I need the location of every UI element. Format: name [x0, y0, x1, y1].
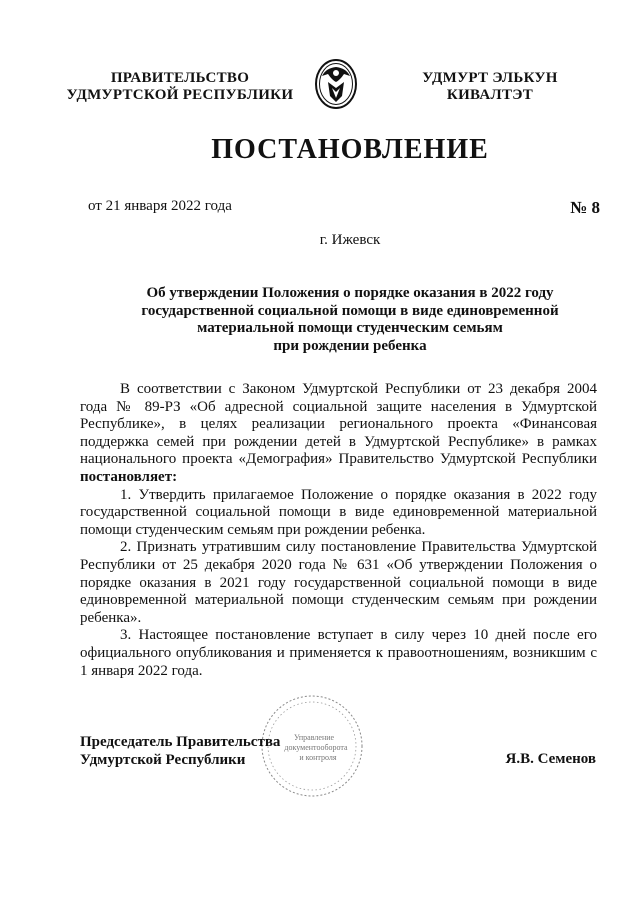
signatory-position: [80, 733, 280, 769]
header-right-line1: УДМУРТ ЭЛЬКУН: [422, 70, 558, 86]
subject-line3: материальной помощи студенческим семьям: [197, 320, 503, 336]
stamp-line1: Управление: [293, 733, 335, 742]
government-name-russian: [62, 70, 298, 104]
body-intro-text: В соответствии с Законом Удмуртской Республики от 23 декабря 2004 года № 89-РЗ «Об адресной социальной защите населения в Удмуртской Республике», в целях реализации регионального проекта «Финансовая поддержка семей при рождении детей в Удмуртской Республике» в рамках национального проекта «Демография» Правительство Удмуртской Республики: [80, 381, 597, 468]
subject-line4: при рождении ребенка: [273, 337, 427, 354]
document-title: ПОСТАНОВЛЕНИЕ: [211, 134, 489, 165]
document-body: [80, 381, 597, 680]
decree-colon: :: [172, 468, 178, 485]
document-subject: [110, 285, 590, 355]
body-item-3: 3. Настоящее постановление вступает в силу через 10 дней после его официального опубликования и применяется к правоотношениям, возникшим с 1 января 2022 года.: [80, 627, 597, 679]
document-date: от 21 января 2022 года: [88, 198, 232, 214]
signatory-position-line2: Удмуртской Республики: [80, 752, 246, 768]
body-intro-paragraph: [80, 381, 597, 487]
body-item-2: 2. Признать утратившим силу постановление Правительства Удмуртской Республики от 25 декабря 2020 года № 631 «Об утверждении Положения о порядке оказания в 2021 году государственной социальной помощи в виде единовременной материальной помощи студенческим семьям при рождении ребенка».: [80, 539, 597, 626]
subject-line2: государственной социальной помощи в виде единовременной: [141, 302, 559, 319]
header-right-line2: КИВАЛТЭТ: [446, 87, 534, 103]
stamp-line2: документооборота: [284, 743, 348, 752]
document-city: г. Ижевск: [319, 232, 381, 248]
header-left-line1: ПРАВИТЕЛЬСТВО: [110, 70, 250, 86]
signatory-name: Я.В. Семенов: [505, 751, 596, 767]
body-item-1: 1. Утвердить прилагаемое Положение о порядке оказания в 2022 году государственной социальной помощи в виде единовременной материальной помощи студенческим семьям при рождении ребенка.: [80, 486, 597, 538]
signatory-position-line1: Председатель Правительства: [80, 734, 281, 750]
coat-of-arms-icon: [314, 58, 358, 110]
stamp-line3: и контроля: [299, 753, 337, 762]
government-name-udmurt: [390, 70, 590, 104]
document-number: № 8: [570, 198, 600, 217]
header-left-line2: УДМУРТСКОЙ РЕСПУБЛИКИ: [66, 87, 294, 103]
decree-word: постановляет: [80, 468, 173, 485]
subject-line1: Об утверждении Положения о порядке оказания в 2022 году: [146, 285, 554, 301]
